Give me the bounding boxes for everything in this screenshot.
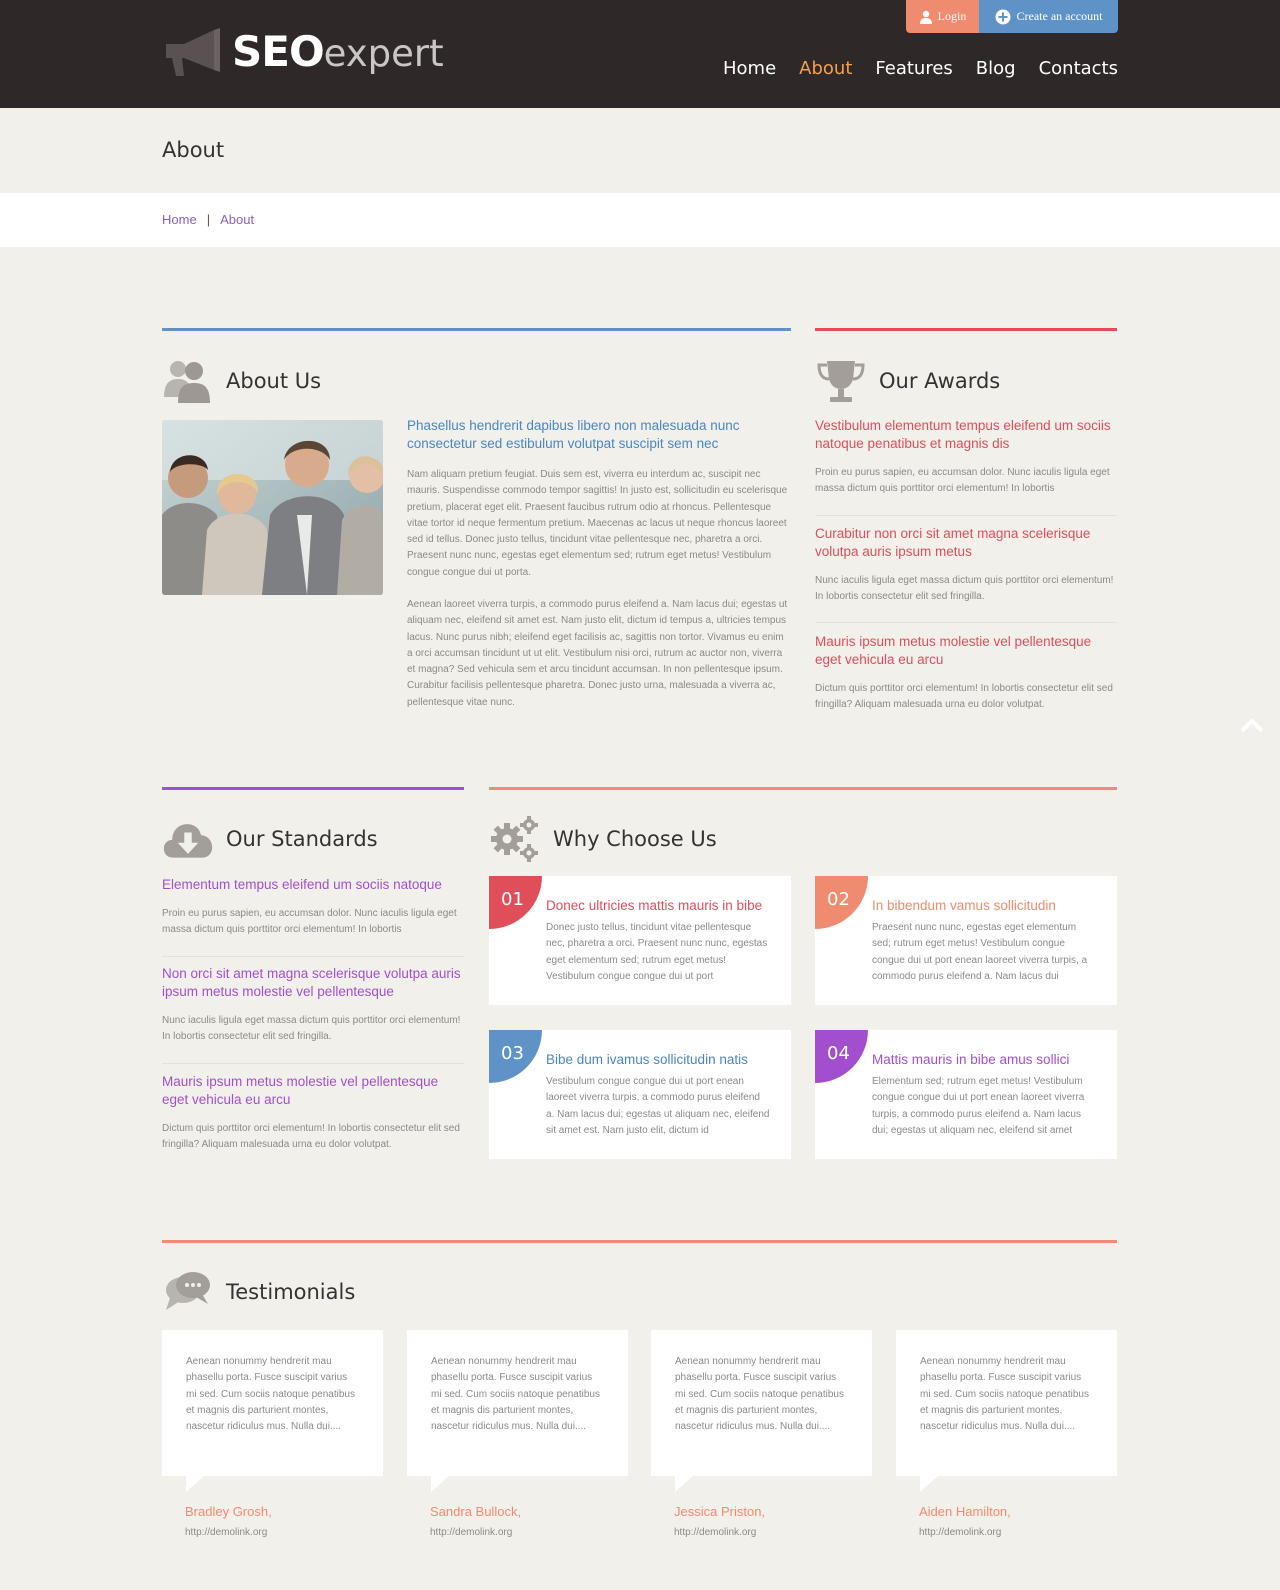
why-card-title[interactable]: Donec ultricies mattis mauris in bibe — [546, 898, 763, 913]
team-photo — [162, 420, 383, 595]
why-card-title[interactable]: Mattis mauris in bibe amus sollici — [872, 1052, 1070, 1067]
why-accent-line — [489, 787, 1117, 790]
testimonial-author[interactable]: Jessica Priston, — [674, 1504, 766, 1519]
about-heading — [162, 357, 321, 405]
breadcrumb-bar — [0, 193, 1280, 247]
testimonial — [896, 1330, 1117, 1538]
standard-item-text: Dictum quis porttitor orci elementum! In lobortis consectetur elit sed fringilla? Aliquam malesuada urna eu dolor volutpat. — [162, 1123, 460, 1151]
login-label: Login — [937, 9, 967, 23]
standard-item-text: Proin eu purus sapien, eu accumsan dolor. Nunc iaculis ligula eget massa dictum quis porttitor orci elementum! In lobortis — [162, 908, 457, 936]
why-heading — [489, 815, 717, 863]
award-item-text: Dictum quis porttitor orci elementum! In lobortis consectetur elit sed fringilla? Aliquam malesuada urna eu dolor volutpat. — [815, 683, 1113, 711]
about-accent-line — [162, 328, 791, 331]
scroll-to-top-icon[interactable] — [1240, 717, 1264, 733]
title-bar — [0, 108, 1280, 193]
testimonial-author[interactable]: Bradley Grosh, — [185, 1504, 272, 1519]
testimonial-link[interactable]: http://demolink.org — [430, 1527, 513, 1538]
trophy-icon — [815, 357, 867, 405]
award-item — [815, 633, 1117, 714]
gears-icon — [489, 815, 541, 863]
testimonial-quote: Aenean nonummy hendrerit mau phasellu porta. Fusce suscipit varius mi sed. Cum sociis natoque penatibus et magnis dis parturient montes, nascetur ridiculus mus. Nulla dui.... — [651, 1330, 872, 1476]
why-card-number: 03 — [489, 1030, 542, 1083]
award-item — [815, 525, 1117, 606]
why-title: Why Choose Us — [553, 827, 717, 851]
award-item-title[interactable]: Vestibulum elementum tempus eleifend um sociis natoque penatibus et magnis dis — [815, 418, 1111, 451]
standard-item — [162, 965, 464, 1046]
team-photo-illustration — [162, 420, 383, 595]
testimonial-author[interactable]: Aiden Hamilton, — [919, 1504, 1011, 1519]
awards-divider — [815, 622, 1117, 623]
testimonial-quote: Aenean nonummy hendrerit mau phasellu porta. Fusce suscipit varius mi sed. Cum sociis natoque penatibus et magnis dis parturient montes, nascetur ridiculus mus. Nulla dui.... — [162, 1330, 383, 1476]
award-item-title[interactable]: Curabitur non orci sit amet magna scelerisque volutpa auris ipsum metus — [815, 526, 1091, 559]
about-lead-text: Phasellus hendrerit dapibus libero non malesuada nunc consectetur sed estibulum volutpat suscipit sem nec — [407, 418, 740, 451]
awards-heading — [815, 357, 1000, 405]
testimonial — [651, 1330, 872, 1538]
logo-strong: SEO — [232, 27, 324, 76]
breadcrumb-current[interactable]: About — [220, 212, 255, 227]
testimonial-link[interactable]: http://demolink.org — [674, 1527, 757, 1538]
standards-accent-line — [162, 787, 464, 790]
award-item — [815, 417, 1117, 498]
why-card — [489, 1030, 791, 1159]
standard-item — [162, 1073, 464, 1154]
why-card-number: 02 — [815, 876, 868, 929]
award-item-text: Nunc iaculis ligula eget massa dictum quis porttitor orci elementum! In lobortis consectetur elit sed fringilla. — [815, 575, 1114, 603]
user-icon — [919, 10, 933, 24]
awards-accent-line — [815, 328, 1117, 331]
nav-contacts[interactable]: Contacts — [1038, 58, 1118, 79]
awards-divider — [815, 515, 1117, 516]
megaphone-icon — [162, 26, 224, 78]
standard-item-title[interactable]: Elementum tempus eleifend um sociis natoque — [162, 877, 442, 892]
page-title: About — [162, 138, 225, 162]
why-card-title[interactable]: In bibendum vamus sollicitudin — [872, 898, 1056, 913]
awards-title: Our Awards — [879, 369, 1001, 393]
standard-item-title[interactable]: Mauris ipsum metus molestie vel pellentesque eget vehicula eu arcu — [162, 1074, 439, 1107]
standards-heading — [162, 815, 378, 863]
site-logo[interactable] — [162, 22, 444, 82]
group-icon — [162, 357, 214, 405]
account-buttons — [906, 0, 1118, 33]
create-account-label: Create an account — [1016, 9, 1103, 23]
breadcrumb-home[interactable]: Home — [162, 212, 197, 227]
standard-item-title[interactable]: Non orci sit amet magna scelerisque volutpa auris ipsum metus molestie vel pellentesque — [162, 966, 461, 999]
about-paragraph-1: Nam aliquam pretium feugiat. Duis sem est, viverra eu interdum ac, suscipit nec mauris. Suspendisse commodo tempor sagittis! In justo est, sollicitudin eu scelerisque pretium, placerat eget elit. Praesent faucibus rutrum odio at rhoncus. Pellentesque vitae tortor id neque fermentum pretium. Maecenas ac lacus ut neque rhoncus laoreet sed id tellus. Donec justo tellus, tincidunt vitae pellentesque nec, pharetra a orci. Praesent nunc nunc, egestas eget elementum sed; rutrum eget metus! Vestibulum congue congue dui ut porta. — [407, 469, 788, 578]
standards-title: Our Standards — [226, 827, 378, 851]
why-card-number: 01 — [489, 876, 542, 929]
award-item-text: Proin eu purus sapien, eu accumsan dolor. Nunc iaculis ligula eget massa dictum quis porttitor orci elementum! In lobortis — [815, 467, 1110, 495]
nav-home[interactable]: Home — [723, 58, 777, 79]
testimonial — [162, 1330, 383, 1538]
logo-light: expert — [323, 32, 444, 75]
why-card — [815, 876, 1117, 1005]
standard-item — [162, 876, 464, 939]
standards-divider — [162, 1063, 464, 1064]
testimonials-heading — [162, 1268, 355, 1316]
main-nav — [723, 58, 1118, 79]
logo-text — [232, 27, 444, 76]
plus-circle-icon — [995, 9, 1011, 25]
login-button[interactable] — [906, 0, 979, 33]
why-card-text: Donec justo tellus, tincidunt vitae pellentesque nec, pharetra a orci. Praesent nunc nunc, egestas eget elementum sed; rutrum eget metus! Vestibulum congue congue dui ut port — [546, 922, 768, 982]
nav-blog[interactable]: Blog — [975, 58, 1016, 79]
testimonial-link[interactable]: http://demolink.org — [919, 1527, 1002, 1538]
why-card-text: Praesent nunc nunc, egestas eget elementum sed; rutrum eget metus! Vestibulum congue congue dui ut port enean laoreet viverra turpis, a commodo purus eleifend a. Nam lacus dui — [872, 922, 1088, 982]
testimonial-quote: Aenean nonummy hendrerit mau phasellu porta. Fusce suscipit varius mi sed. Cum sociis natoque penatibus et magnis dis parturient montes, nascetur ridiculus mus. Nulla dui.... — [896, 1330, 1117, 1476]
testimonial-author[interactable]: Sandra Bullock, — [430, 1504, 522, 1519]
site-header — [0, 0, 1280, 108]
standards-divider — [162, 956, 464, 957]
why-card — [815, 1030, 1117, 1159]
speech-bubbles-icon — [162, 1268, 214, 1316]
testimonials-accent-line — [162, 1240, 1117, 1243]
why-card — [489, 876, 791, 1005]
about-title: About Us — [226, 369, 322, 393]
create-account-button[interactable] — [979, 0, 1118, 33]
nav-about[interactable]: About — [799, 58, 853, 79]
breadcrumb — [162, 212, 254, 227]
why-card-number: 04 — [815, 1030, 868, 1083]
cloud-download-icon — [162, 815, 214, 863]
award-item-title[interactable]: Mauris ipsum metus molestie vel pellentesque eget vehicula eu arcu — [815, 634, 1092, 667]
why-card-text: Vestibulum congue congue dui ut port enean laoreet viverra turpis, a commodo purus eleifend a. Nam lacus dui; egestas ut aliquam nec, eleifend sit amet est. Nam justo elit, dictum id — [546, 1076, 770, 1136]
nav-features[interactable]: Features — [875, 58, 953, 79]
standard-item-text: Nunc iaculis ligula eget massa dictum quis porttitor orci elementum! In lobortis consectetur elit sed fringilla. — [162, 1015, 461, 1043]
testimonials-title: Testimonials — [226, 1280, 356, 1304]
why-card-title[interactable]: Bibe dum ivamus sollicitudin natis — [546, 1052, 748, 1067]
testimonial — [407, 1330, 628, 1538]
why-card-text: Elementum sed; rutrum eget metus! Vestibulum congue congue dui ut port enean laoreet viverra turpis, a commodo purus eleifend a. Nam lacus dui; egestas ut aliquam nec, eleifend sit amet — [872, 1076, 1085, 1136]
about-paragraph-2: Aenean laoreet viverra turpis, a commodo purus eleifend a. Nam lacus dui; egestas ut aliquam nec, eleifend sit amet est. Nam justo elit, dictum id tempus a, ultricies tempus lacus. Nunc purus nibh; eleifend eget facilisis ac, sagittis non tortor. Vivamus eu enim a orci accumsan tincidunt ut ut elit. Vestibulum nisi orci, rutrum ac auctor non, viverra et magna? Sed vehicula sem et arcu tincidunt accumsan. In non pellentesque ipsum. Curabitur facilisis pellentesque pharetra. Donec justo urna, malesuada a viverra ac, pellentesque vitae nunc. — [407, 599, 788, 708]
breadcrumb-separator: | — [206, 212, 211, 227]
testimonial-link[interactable]: http://demolink.org — [185, 1527, 268, 1538]
testimonial-quote: Aenean nonummy hendrerit mau phasellu porta. Fusce suscipit varius mi sed. Cum sociis natoque penatibus et magnis dis parturient montes, nascetur ridiculus mus. Nulla dui.... — [407, 1330, 628, 1476]
